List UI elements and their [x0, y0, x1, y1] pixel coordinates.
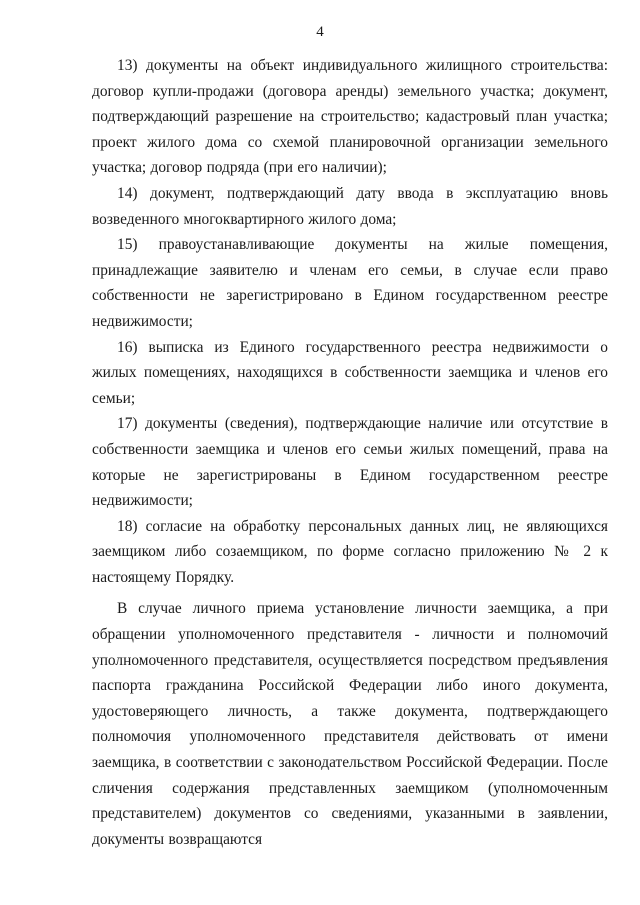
document-body [92, 53, 608, 852]
list-item-15: 15) правоустанавливающие документы на жилые помещения, принадлежащие заявителю и членам его семьи, в случае если право собственности не зарегистрировано в Едином государственном реестре недвижимости; [92, 236, 608, 330]
list-item-18: 18) согласие на обработку персональных данных лиц, не являющихся заемщиком либо созаемщиком, по форме согласно приложению № 2 к настоящему Порядку. [92, 517, 608, 586]
list-item-14: 14) документ, подтверждающий дату ввода в эксплуатацию вновь возведенного многоквартирного жилого дома; [92, 184, 608, 228]
list-item-17: 17) документы (сведения), подтверждающие наличие или отсутствие в собственности заемщика и членов его семьи жилых помещений, права на которые не зарегистрированы в Едином государственном реестре недвижимости; [92, 415, 608, 510]
list-item-13: 13) документы на объект индивидуального жилищного строительства: договор купли-продажи (договора аренды) земельного участка; документ, подтверждающий разрешение на строительство; кадастровый план участка; проект жилого дома со схемой планировочной организации земельного участка; договор подряда (при его наличии); [92, 57, 608, 177]
list-item-16: 16) выписка из Единого государственного реестра недвижимости о жилых помещениях, находящихся в собственности заемщика и членов его семьи; [92, 338, 608, 407]
page-number: 4 [316, 24, 324, 40]
body-paragraph: В случае личного приема установление личности заемщика, а при обращении уполномоченного представителя - личности и полномочий уполномоченного представителя, осуществляется посредством предъявления паспорта гражданина Российской Федерации либо иного документа, удостоверяющего личность, а также документа, подтверждающего полномочия уполномоченного представителя действовать от имени заемщика, в соответствии с законодательством Российской Федерации. После сличения содержания представленных заемщиком (уполномоченным представителем) документов со сведениями, указанными в заявлении, документы возвращаются [92, 600, 608, 848]
